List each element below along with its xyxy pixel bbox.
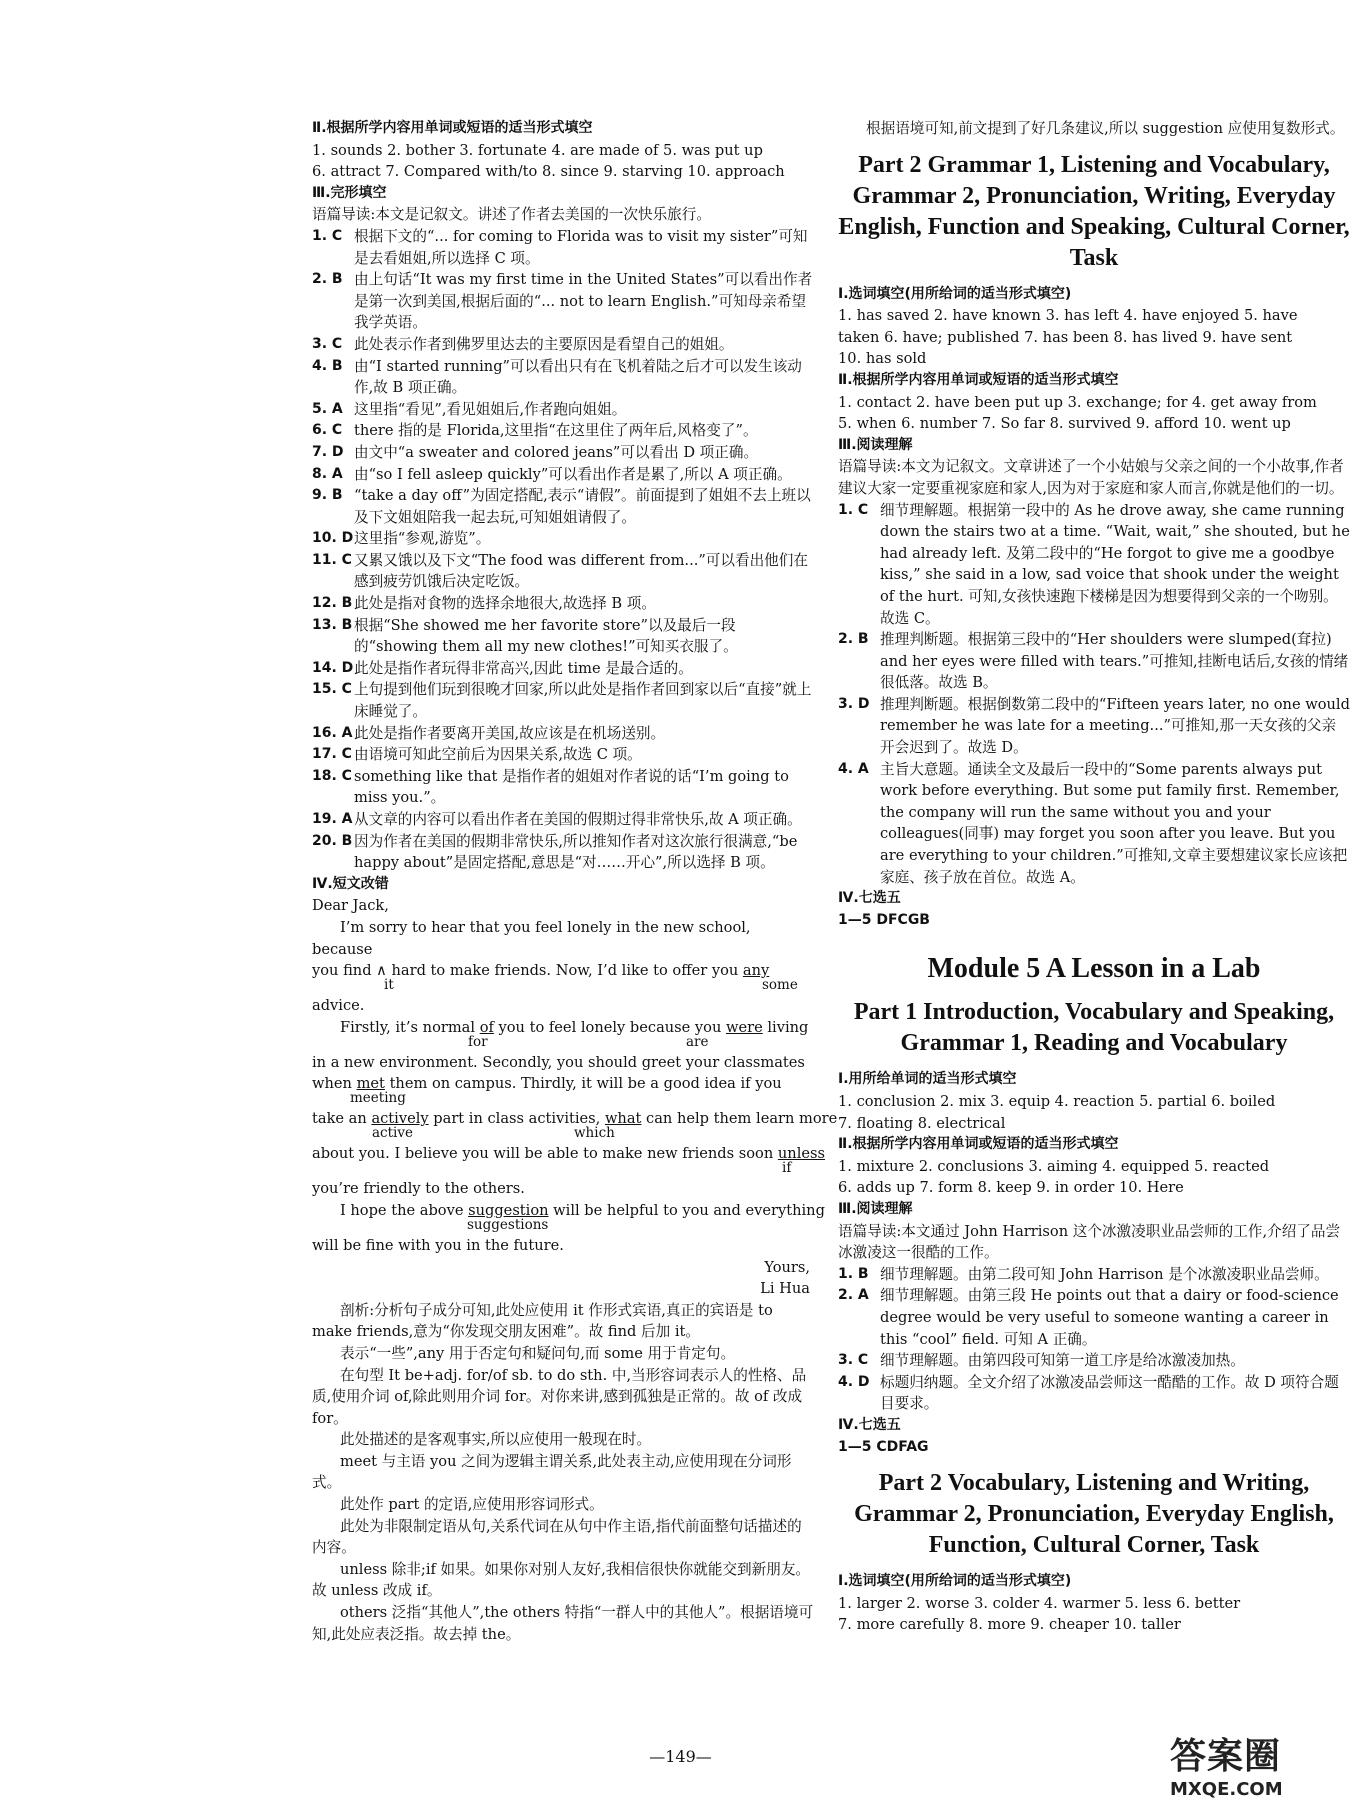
answer-number: 2. B xyxy=(838,631,869,648)
answer-explanation: 细节理解题。由第二段可知 John Harrison 是个冰激凌职业品尝师。 xyxy=(880,1265,1329,1283)
correction: it xyxy=(384,977,394,994)
answer-line: 7. more carefully 8. more 9. cheaper 10. taller xyxy=(838,1616,1181,1634)
answer-item xyxy=(312,420,814,442)
answer-explanation: 由上句话“It was my first time in the United States”可以看出作者是第一次到美国,根据后面的“... not to learn English.”可知母亲希望我学英语。 xyxy=(354,271,813,332)
answer-explanation: 细节理解题。根据第一段中的 As he drove away, she came running down the stairs two at a time. “Wait, wait,” she shouted, but he had already left. 及第二段中的“He forgot to give me a goodbye kiss,” she said in a low, sad voice that shook under the weight of the hurt. 可知,女孩快速跑下楼梯是因为想要得到父亲的一个吻别。故选 C。 xyxy=(880,501,1350,627)
answer-line: 1. mixture 2. conclusions 3. aiming 4. equipped 5. reacted xyxy=(838,1157,1270,1175)
error-analysis xyxy=(312,1300,814,1646)
answer-number: 5. A xyxy=(312,400,343,417)
letter-text: them on campus. Thirdly, it will be a good idea if you xyxy=(389,1075,782,1093)
page-number: —149— xyxy=(649,1747,712,1766)
answer-number: 2. A xyxy=(838,1287,869,1304)
analysis-paragraph: unless 除非;if 如果。如果你对别人友好,我相信很快你就能交到新朋友。故 unless 改成 if。 xyxy=(312,1560,811,1600)
analysis-paragraph: 在句型 It be+adj. for/of sb. to do sth. 中,当形容词表示人的性格、品质,使用介词 of,除此则用介词 for。对你来讲,感到孤独是正常的。故 of 改成 for。 xyxy=(312,1366,807,1427)
letter-line xyxy=(312,1017,814,1052)
answer-item xyxy=(312,615,814,658)
answer-explanation: 根据“She showed me her favorite store”以及最后一段的“showing them all my new clothes!”可知买衣服了。 xyxy=(354,616,738,656)
answer-line: taken 6. have; published 7. has been 8. has lived 9. have sent xyxy=(838,328,1293,346)
section-title: Ⅱ.根据所学内容用单词或短语的适当形式填空 xyxy=(312,120,593,136)
answer-item xyxy=(838,694,1350,759)
reading-answers xyxy=(838,500,1350,889)
answer-number: 2. B xyxy=(312,271,343,288)
answer-line: 1—5 DFCGB xyxy=(838,911,930,928)
section-title: Ⅰ.用所给单词的适当形式填空 xyxy=(838,1071,1017,1088)
analysis-paragraph: 剖析:分析句子成分可知,此处应使用 it 作形式宾语,真正的宾语是 to make friends,意为“你发现交朋友困难”。故 find 后加 it。 xyxy=(312,1301,773,1341)
answer-number: 6. C xyxy=(312,422,343,439)
letter-text: Firstly, it’s normal xyxy=(340,1018,476,1036)
answer-item xyxy=(312,723,814,745)
error-word: unless xyxy=(777,1145,825,1163)
answer-item xyxy=(312,809,814,831)
letter-line xyxy=(312,1108,838,1143)
letter-line xyxy=(312,1200,825,1235)
correction: for xyxy=(468,1033,488,1050)
answer-number: 3. C xyxy=(838,1352,869,1369)
answer-item xyxy=(312,399,814,421)
letter-text: when xyxy=(312,1075,352,1093)
section-title: Ⅲ.完形填空 xyxy=(312,184,387,201)
section-title: Ⅳ.短文改错 xyxy=(312,875,389,892)
answer-number: 3. C xyxy=(312,335,343,352)
answer-item xyxy=(312,356,814,399)
answer-explanation: 细节理解题。由第四段可知第一道工序是给冰激凌加热。 xyxy=(880,1352,1245,1370)
answer-explanation: “take a day off”为固定搭配,表示“请假”。前面提到了姐姐不去上班以及下文姐姐陪我一起去玩,可知姐姐请假了。 xyxy=(354,487,811,526)
part-title: Part 1 Introduction, Vocabulary and Speaking, Grammar 1, Reading and Vocabulary xyxy=(853,999,1335,1057)
part-title: Part 2 Vocabulary, Listening and Writing, Grammar 2, Pronunciation, Everyday English, Function, Cultural Corner, Task xyxy=(854,1470,1334,1559)
answer-line: 1—5 CDFAG xyxy=(838,1438,929,1455)
answer-line: 7. floating 8. electrical xyxy=(838,1114,1006,1132)
answer-item xyxy=(312,442,814,464)
analysis-paragraph: 此处为非限制定语从句,关系代词在从句中作主语,指代前面整句话描述的内容。 xyxy=(312,1517,802,1557)
answer-explanation: 主旨大意题。通读全文及最后一段中的“Some parents always put work before everything. But some put family first. Remember, the company will run the same without you and your colleagues(同事) may forget you soon after you leave. But you are everything to your children.”可推知,文章主要想建议家长应该把家庭、孩子放在首位。故选 A。 xyxy=(880,760,1348,886)
letter-line xyxy=(312,960,814,995)
answer-item xyxy=(838,500,1350,630)
letter-text: about you. I believe you will be able to make new friends soon xyxy=(312,1145,774,1163)
answer-item xyxy=(838,759,1350,889)
answer-item xyxy=(312,658,814,680)
letter-text: can help them learn more xyxy=(646,1110,838,1128)
analysis-paragraph: 表示“一些”,any 用于否定句和疑问句,而 some 用于肯定句。 xyxy=(340,1344,736,1362)
answer-number: 4. D xyxy=(838,1373,870,1390)
answer-number: 8. A xyxy=(312,465,343,482)
analysis-paragraph: others 泛指“其他人”,the others 特指“一群人中的其他人”。根据语境可知,此处应表泛指。故去掉 the。 xyxy=(312,1604,814,1643)
error-word: what xyxy=(604,1110,642,1128)
section-title: Ⅱ.根据所学内容用单词或短语的适当形式填空 xyxy=(838,1136,1119,1153)
answer-explanation: 又累又饿以及下文“The food was different from...”可以看出他们在感到疲劳饥饿后决定吃饭。 xyxy=(354,551,808,591)
answer-explanation: 这里指“看见”,看见姐姐后,作者跑向姐姐。 xyxy=(354,400,627,418)
letter-line: in a new environment. Secondly, you should greet your classmates xyxy=(312,1053,805,1071)
error-word: suggestion xyxy=(468,1201,549,1219)
letter-line: will be fine with you in the future. xyxy=(312,1236,564,1254)
answer-explanation: 从文章的内容可以看出作者在美国的假期过得非常快乐,故 A 项正确。 xyxy=(354,811,802,828)
answer-explanation: 此处是指作者要离开美国,故应该是在机场送别。 xyxy=(354,724,666,742)
answer-explanation: 推理判断题。根据倒数第二段中的“Fifteen years later, no one would remember he was late for a meeting...”可推知,那一天女孩的父亲开会迟到了。故选 D。 xyxy=(880,695,1350,757)
letter-text: part in class activities, xyxy=(433,1110,601,1128)
correction: some xyxy=(762,977,798,994)
error-word: of xyxy=(479,1018,494,1036)
answer-number: 11. C xyxy=(312,551,352,568)
answer-line: 1. larger 2. worse 3. colder 4. warmer 5. less 6. better xyxy=(838,1594,1241,1612)
answer-line: 1. has saved 2. have known 3. has left 4. have enjoyed 5. have xyxy=(838,307,1298,325)
answer-line: 5. when 6. number 7. So far 8. survived 9. afford 10. went up xyxy=(838,415,1291,433)
section-title: Ⅰ.选词填空(用所给词的适当形式填空) xyxy=(838,1573,1072,1590)
left-column xyxy=(312,118,838,1645)
answer-number: 3. D xyxy=(838,695,870,712)
answer-number: 4. B xyxy=(312,357,343,374)
answer-explanation: 由“so I fell asleep quickly”可以看出作者是累了,所以 A 项正确。 xyxy=(354,465,792,483)
answer-item xyxy=(312,226,814,269)
answer-explanation: 此处表示作者到佛罗里达去的主要原因是看望自己的姐姐。 xyxy=(354,335,734,353)
answer-item xyxy=(312,269,814,334)
right-column xyxy=(838,118,1350,1636)
answer-number: 10. D xyxy=(312,530,354,547)
section-title: Ⅱ.根据所学内容用单词或短语的适当形式填空 xyxy=(838,371,1119,388)
answer-item xyxy=(312,831,814,874)
answer-number: 18. C xyxy=(312,767,352,784)
letter-line: advice. xyxy=(312,997,365,1015)
answer-explanation: 根据下文的“... for coming to Florida was to visit my sister”可知是去看姐姐,所以选择 C 项。 xyxy=(354,227,808,267)
module-title: Module 5 A Lesson in a Lab xyxy=(927,953,1261,985)
answer-explanation: 推理判断题。根据第三段中的“Her shoulders were slumped(耷拉) and her eyes were filled with tears.”可推知,挂断电话后,女孩的情绪很低落。故选 B。 xyxy=(880,631,1349,692)
letter-line: you’re friendly to the others. xyxy=(312,1180,525,1198)
answer-item xyxy=(838,1350,1350,1372)
passage-intro: 语篇导读:本文为记叙文。文章讲述了一个小姑娘与父亲之间的一个小故事,作者建议大家一定要重视家庭和家人,因为对于家庭和家人而言,你就是他们的一切。 xyxy=(838,458,1344,497)
answer-item xyxy=(312,485,814,528)
answer-number: 15. C xyxy=(312,681,352,698)
letter-greeting: Dear Jack, xyxy=(312,897,389,915)
answer-explanation: 由“I started running”可以看出只有在飞机着陆之后才可以发生该动作,故 B 项正确。 xyxy=(354,357,802,397)
answer-explanation: 标题归纳题。全文介绍了冰激凌品尝师这一酷酷的工作。故 D 项符合题目要求。 xyxy=(880,1373,1339,1413)
letter-signature: Li Hua xyxy=(760,1280,810,1298)
answer-explanation: 细节理解题。由第三段 He points out that a dairy or food-science degree would be very useful to someone wanting a career in this “cool” field. 可知 A 正确。 xyxy=(880,1287,1339,1348)
answer-line: 1. contact 2. have been put up 3. exchange; for 4. get away from xyxy=(838,393,1317,411)
section-title: Ⅲ.阅读理解 xyxy=(838,436,913,453)
watermark-top: 答案圈 xyxy=(1170,1736,1282,1777)
correction: meeting xyxy=(350,1090,406,1107)
answer-number: 1. B xyxy=(838,1265,869,1282)
answer-explanation: 由语境可知此空前后为因果关系,故选 C 项。 xyxy=(354,746,642,764)
letter xyxy=(312,895,838,1299)
answer-item xyxy=(312,766,814,809)
answer-number: 9. B xyxy=(312,487,343,504)
answer-number: 1. C xyxy=(312,227,343,244)
answer-explanation: 上句提到他们玩到很晚才回家,所以此处是指作者回到家以后“直接”就上床睡觉了。 xyxy=(354,681,812,721)
answer-line: 6. adds up 7. form 8. keep 9. in order 10. Here xyxy=(838,1179,1184,1197)
letter-text: take an xyxy=(312,1110,367,1128)
letter-text: will be helpful to you and everything xyxy=(553,1201,825,1219)
answer-item xyxy=(312,464,814,486)
passage-intro: 语篇导读:本文是记叙文。讲述了作者去美国的一次快乐旅行。 xyxy=(312,206,711,224)
letter-text: living xyxy=(767,1018,809,1036)
answer-number: 19. A xyxy=(312,811,353,827)
answer-explanation: 此处是指对食物的选择余地很大,故选择 B 项。 xyxy=(354,595,656,613)
watermark-logo xyxy=(1170,1728,1350,1800)
correction: active xyxy=(372,1125,413,1142)
letter-line xyxy=(312,1143,825,1178)
letter-line: I’m sorry to hear that you feel lonely in the new school, because xyxy=(312,918,751,958)
letter-text: I hope the above xyxy=(340,1201,464,1219)
analysis-continued: 根据语境可知,前文提到了好几条建议,所以 suggestion 应使用复数形式。 xyxy=(866,120,1345,137)
reading-answers xyxy=(838,1264,1350,1415)
answer-item xyxy=(838,629,1350,694)
section-title: Ⅳ.七选五 xyxy=(838,1416,901,1433)
answer-item xyxy=(312,744,814,766)
correction: are xyxy=(686,1033,709,1050)
answer-item xyxy=(312,550,814,593)
part-title: Part 2 Grammar 1, Listening and Vocabulary, Grammar 2, Pronunciation, Writing, Everyday English, Function and Speaking, Cultural Corner, Task xyxy=(838,151,1350,271)
answer-explanation: 因为作者在美国的假期非常快乐,所以推知作者对这次旅行很满意,“be happy about”是固定搭配,意思是“对……开心”,所以选择 B 项。 xyxy=(354,832,798,872)
answer-explanation: there 指的是 Florida,这里指“在这里住了两年后,风格变了”。 xyxy=(354,422,758,440)
answer-item xyxy=(838,1372,1350,1415)
passage-intro: 语篇导读:本文通过 John Harrison 这个冰激凌职业品尝师的工作,介绍了品尝冰激凌这一很酷的工作。 xyxy=(838,1222,1341,1262)
answer-number: 17. C xyxy=(312,746,352,763)
answer-explanation: 此处是指作者玩得非常高兴,因此 time 是最合适的。 xyxy=(354,659,693,677)
answer-number: 14. D xyxy=(312,659,354,676)
letter-text: you to feel lonely because you xyxy=(498,1018,722,1036)
letter-text: you find ∧ hard to make friends. Now, I’d like to offer you xyxy=(312,962,739,980)
answer-number: 13. B xyxy=(312,616,353,633)
section-title: Ⅳ.七选五 xyxy=(838,890,901,907)
watermark-bottom: MXQE.COM xyxy=(1170,1779,1283,1800)
answer-item xyxy=(838,1285,1350,1350)
answer-item xyxy=(312,528,814,550)
error-word: any xyxy=(742,962,770,980)
answer-item xyxy=(838,1264,1350,1286)
analysis-paragraph: meet 与主语 you 之间为逻辑主谓关系,此处表主动,应使用现在分词形式。 xyxy=(312,1452,792,1492)
analysis-paragraph: 此处描述的是客观事实,所以应使用一般现在时。 xyxy=(340,1431,652,1449)
section-title: Ⅲ.阅读理解 xyxy=(838,1200,913,1217)
answer-number: 7. D xyxy=(312,443,344,460)
answer-number: 12. B xyxy=(312,595,353,612)
analysis-paragraph: 此处作 part 的定语,应使用形容词形式。 xyxy=(340,1496,604,1514)
correction: if xyxy=(782,1160,792,1177)
correction: which xyxy=(574,1125,615,1142)
answer-line: 6. attract 7. Compared with/to 8. since 9. starving 10. approach xyxy=(312,163,785,181)
answer-line: 10. has sold xyxy=(838,350,927,368)
answer-explanation: 这里指“参观,游览”。 xyxy=(354,530,491,548)
correction: suggestions xyxy=(467,1216,549,1233)
answer-line: 1. sounds 2. bother 3. fortunate 4. are made of 5. was put up xyxy=(312,141,763,159)
answer-number: 16. A xyxy=(312,724,353,741)
answer-explanation: something like that 是指作者的姐姐对作者说的话“I’m going to miss you.”。 xyxy=(354,767,789,807)
answer-number: 1. C xyxy=(838,501,869,518)
letter-closing: Yours, xyxy=(764,1258,810,1276)
letter-line xyxy=(312,1073,814,1108)
answer-line: 1. conclusion 2. mix 3. equip 4. reaction 5. partial 6. boiled xyxy=(838,1093,1276,1110)
error-word: met xyxy=(356,1075,385,1093)
cloze-answers xyxy=(312,226,814,874)
answer-number: 20. B xyxy=(312,832,353,849)
answer-explanation: 由文中“a sweater and colored jeans”可以看出 D 项正确。 xyxy=(354,443,759,461)
section-title: Ⅰ.选词填空(用所给词的适当形式填空) xyxy=(838,285,1072,302)
answer-item xyxy=(312,334,814,356)
answer-number: 4. A xyxy=(838,760,869,777)
answer-item xyxy=(312,593,814,615)
error-word: were xyxy=(726,1018,763,1036)
answer-item xyxy=(312,679,814,722)
error-word: actively xyxy=(371,1110,429,1128)
